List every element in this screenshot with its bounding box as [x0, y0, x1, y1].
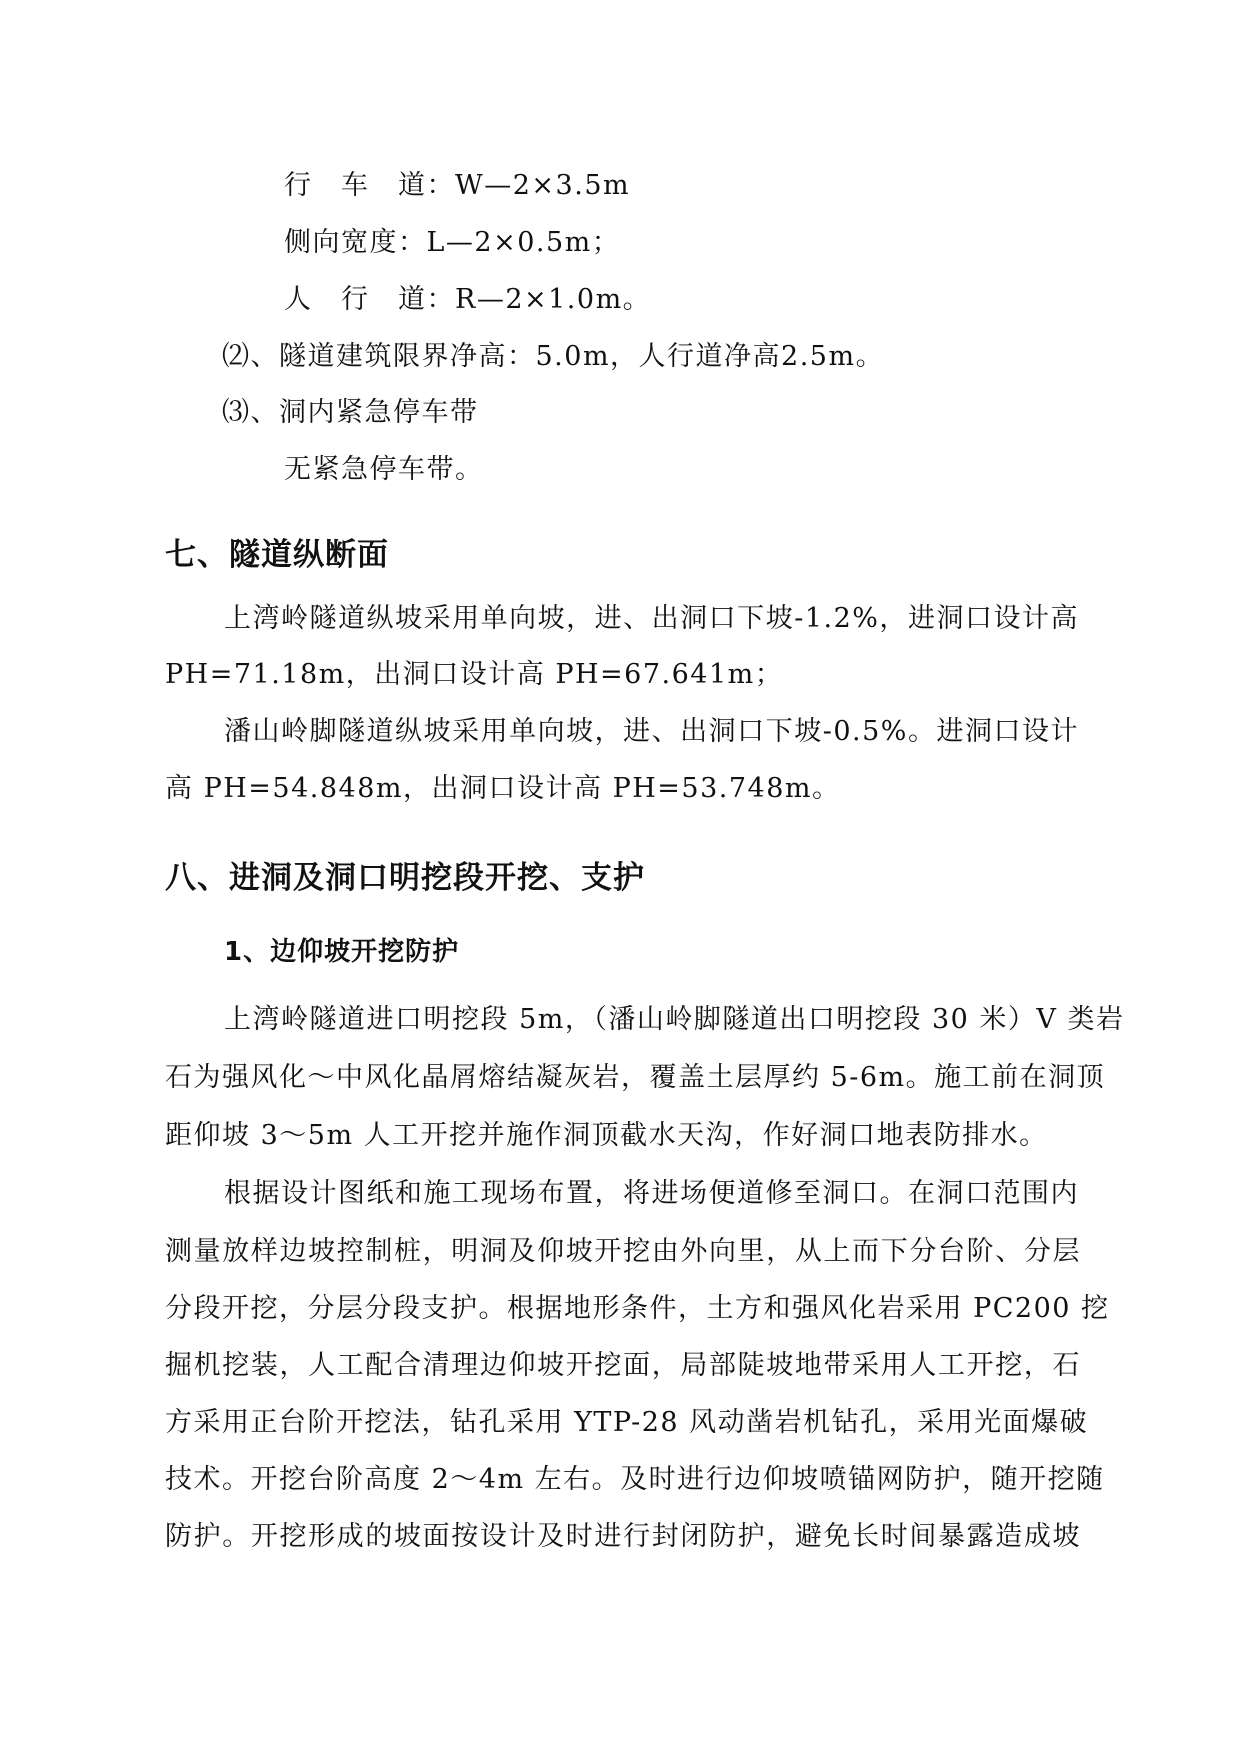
- section-7-title: 七、隧道纵断面: [165, 537, 389, 573]
- section-7-p2-line1: 潘山岭脚隧道纵坡采用单向坡，进、出洞口下坡-0.5%。进洞口设计: [224, 716, 1079, 747]
- section-7-p1-line2: PH=71.18m，出洞口设计高 PH=67.641m；: [165, 659, 784, 690]
- lane-sidewalk: 人 行 道：R—2×1.0m。: [284, 284, 652, 315]
- section-8-p2-line7: 防护。开挖形成的坡面按设计及时进行封闭防护，避免长时间暴露造成坡: [165, 1521, 1081, 1552]
- section-8-p2-line2: 测量放样边坡控制桩，明洞及仰坡开挖由外向里，从上而下分台阶、分层: [165, 1236, 1081, 1267]
- lane-carriageway: 行 车 道：W—2×3.5m: [284, 170, 631, 201]
- item-emergency-text: 无紧急停车带。: [284, 454, 484, 485]
- section-8-p2-line4: 掘机挖装，人工配合清理边仰坡开挖面，局部陡坡地带采用人工开挖，石: [165, 1350, 1081, 1381]
- item-clearance: ⑵、隧道建筑限界净高：5.0m，人行道净高2.5m。: [222, 341, 885, 372]
- section-8-p2-line3: 分段开挖，分层分段支护。根据地形条件，土方和强风化岩采用 PC200 挖: [165, 1293, 1110, 1324]
- section-7-p1-line1: 上湾岭隧道纵坡采用单向坡，进、出洞口下坡-1.2%，进洞口设计高: [224, 603, 1079, 634]
- section-8-sub1-title: 1、边仰坡开挖防护: [224, 937, 460, 967]
- section-8-p2-line6: 技术。开挖台阶高度 2～4m 左右。及时进行边仰坡喷锚网防护，随开挖随: [165, 1464, 1105, 1495]
- section-8-p1-line1: 上湾岭隧道进口明挖段 5m，（潘山岭脚隧道出口明挖段 30 米）V 类岩: [224, 1004, 1125, 1035]
- section-8-p2-line5: 方采用正台阶开挖法，钻孔采用 YTP-28 风动凿岩机钻孔，采用光面爆破: [165, 1407, 1089, 1438]
- section-8-p2-line1: 根据设计图纸和施工现场布置，将进场便道修至洞口。在洞口范围内: [224, 1178, 1079, 1209]
- lane-lateral-width: 侧向宽度：L—2×0.5m；: [284, 227, 621, 258]
- section-8-p1-line2: 石为强风化～中风化晶屑熔结凝灰岩，覆盖土层厚约 5-6m。施工前在洞顶: [165, 1062, 1106, 1093]
- item-emergency-title: ⑶、洞内紧急停车带: [222, 397, 479, 428]
- section-8-title: 八、进洞及洞口明挖段开挖、支护: [165, 860, 645, 896]
- section-7-p2-line2: 高 PH=54.848m，出洞口设计高 PH=53.748m。: [165, 773, 841, 804]
- section-8-p1-line3: 距仰坡 3～5m 人工开挖并施作洞顶截水天沟，作好洞口地表防排水。: [165, 1120, 1048, 1151]
